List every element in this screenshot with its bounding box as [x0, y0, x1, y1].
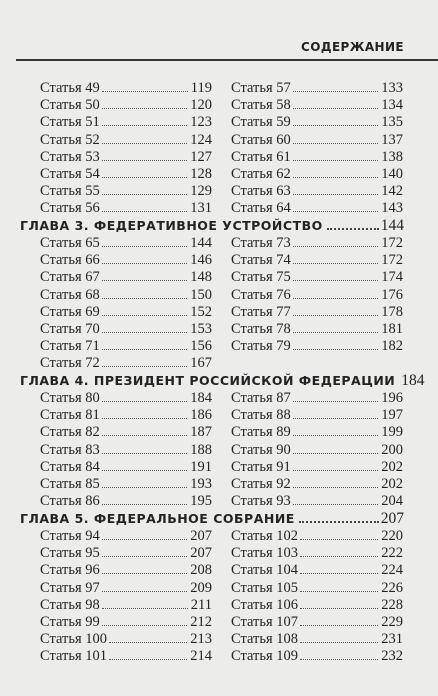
dot-leader: [102, 298, 187, 299]
toc-entry[interactable]: [40, 97, 212, 114]
entry-page-number: 211: [190, 596, 212, 613]
dot-leader: [293, 125, 378, 126]
toc-entry[interactable]: [231, 200, 403, 217]
toc-entry[interactable]: [231, 183, 403, 200]
chapter-heading[interactable]: [20, 510, 404, 528]
entry-page-number: 143: [381, 200, 403, 217]
entry-label: Статья 83: [40, 441, 100, 458]
entry-label: Статья 49: [40, 80, 100, 96]
entry-page-number: 226: [381, 579, 403, 596]
toc-entry[interactable]: [231, 545, 403, 562]
entry-page-number: 182: [381, 338, 403, 355]
entry-label: Статья 105: [231, 579, 299, 596]
entry-label: Статья 96: [40, 562, 100, 579]
entry-label: Статья 61: [231, 148, 291, 165]
entry-label: Статья 91: [231, 458, 291, 475]
dot-leader: [300, 625, 378, 626]
toc-entry[interactable]: [40, 631, 212, 648]
entry-label: Статья 81: [40, 407, 100, 424]
entry-label: Статья 89: [231, 424, 291, 441]
entry-page-number: 202: [381, 475, 403, 492]
entry-label: Статья 72: [40, 355, 100, 372]
toc-entry[interactable]: [40, 390, 212, 407]
dot-leader: [102, 177, 187, 178]
dot-leader: [102, 470, 187, 471]
entry-label: Статья 53: [40, 148, 100, 165]
toc-entry[interactable]: [231, 338, 403, 355]
toc-entry[interactable]: [231, 442, 403, 459]
entry-label: Статья 82: [40, 424, 100, 441]
toc-column-left: [40, 390, 212, 510]
entry-page-number: 196: [381, 390, 403, 406]
entry-label: Статья 65: [40, 235, 100, 251]
toc-entry[interactable]: [40, 304, 212, 321]
entry-page-number: 167: [190, 355, 212, 372]
toc-entry[interactable]: [231, 493, 403, 510]
entry-page-number: 228: [381, 596, 403, 613]
dot-leader: [293, 332, 378, 333]
toc-entry[interactable]: [231, 235, 403, 252]
dot-leader: [300, 608, 378, 609]
entry-label: Статья 78: [231, 320, 291, 337]
dot-leader: [300, 591, 378, 592]
entry-label: Статья 100: [40, 631, 108, 648]
chapter-page-number: 144: [380, 217, 404, 234]
dot-leader: [300, 539, 378, 540]
entry-page-number: 150: [190, 286, 212, 303]
dot-leader: [102, 591, 187, 592]
dot-leader: [102, 315, 187, 316]
dot-leader: [102, 608, 188, 609]
entry-label: Статья 99: [40, 613, 100, 630]
entry-page-number: 197: [381, 407, 403, 424]
entry-page-number: 220: [381, 528, 403, 544]
dot-leader: [102, 539, 187, 540]
entry-page-number: 208: [190, 562, 212, 579]
dot-leader: [102, 487, 187, 488]
entry-label: Статья 103: [231, 545, 299, 562]
dot-leader: [102, 160, 187, 161]
entry-page-number: 186: [190, 407, 212, 424]
entry-page-number: 128: [190, 165, 212, 182]
entry-label: Статья 101: [40, 648, 108, 665]
chapter-title: ГЛАВА 3. ФЕДЕРАТИВНОЕ УСТРОЙСТВО: [20, 218, 323, 233]
entry-label: Статья 76: [231, 286, 291, 303]
entry-page-number: 184: [190, 390, 212, 406]
toc-entry[interactable]: [231, 269, 403, 286]
entry-page-number: 202: [381, 458, 403, 475]
dot-leader: [293, 315, 378, 316]
toc-entry[interactable]: [40, 252, 212, 269]
toc-entry[interactable]: [40, 287, 212, 304]
entry-label: Статья 60: [231, 131, 291, 148]
entry-page-number: 172: [381, 235, 403, 251]
entry-label: Статья 66: [40, 252, 100, 269]
toc-entry[interactable]: [231, 562, 403, 579]
chapter-page-number: 207: [380, 510, 404, 527]
entry-label: Статья 69: [40, 303, 100, 320]
toc-entry[interactable]: [231, 597, 403, 614]
entry-page-number: 119: [190, 80, 212, 96]
entry-label: Статья 71: [40, 338, 100, 355]
dot-leader: [102, 332, 187, 333]
dot-leader: [300, 659, 378, 660]
entry-page-number: 188: [190, 441, 212, 458]
toc-entry[interactable]: [40, 149, 212, 166]
chapter-page-number: 184: [401, 372, 425, 389]
toc-entry[interactable]: [40, 235, 212, 252]
entry-label: Статья 90: [231, 441, 291, 458]
chapter-title: ГЛАВА 4. ПРЕЗИДЕНТ РОССИЙСКОЙ ФЕДЕРАЦИИ: [20, 373, 396, 388]
dot-leader: [293, 280, 378, 281]
toc-entry[interactable]: [40, 80, 212, 97]
entry-page-number: 127: [190, 148, 212, 165]
entry-label: Статья 93: [231, 493, 291, 510]
entry-label: Статья 52: [40, 131, 100, 148]
entry-label: Статья 67: [40, 269, 100, 286]
toc-entry[interactable]: [40, 338, 212, 355]
dot-leader: [102, 625, 187, 626]
entry-page-number: 129: [190, 183, 212, 200]
entry-page-number: 146: [190, 252, 212, 269]
toc-entry[interactable]: [40, 132, 212, 149]
entry-page-number: 137: [381, 131, 403, 148]
entry-page-number: 153: [190, 320, 212, 337]
entry-label: Статья 85: [40, 475, 100, 492]
entry-page-number: 209: [190, 579, 212, 596]
toc-entry[interactable]: [231, 321, 403, 338]
entry-label: Статья 98: [40, 596, 100, 613]
entry-page-number: 142: [381, 183, 403, 200]
entry-label: Статья 74: [231, 252, 291, 269]
toc-entry[interactable]: [231, 97, 403, 114]
entry-page-number: 133: [381, 80, 403, 96]
toc-entry[interactable]: [40, 580, 212, 597]
dot-leader: [102, 435, 187, 436]
toc-entry[interactable]: [40, 355, 212, 372]
toc-entry[interactable]: [231, 132, 403, 149]
toc-entry[interactable]: [40, 114, 212, 131]
entry-label: Статья 80: [40, 390, 100, 406]
entry-label: Статья 87: [231, 390, 291, 406]
entry-label: Статья 57: [231, 80, 291, 96]
toc-column-right: [231, 390, 403, 510]
entry-page-number: 222: [381, 545, 403, 562]
toc-entry[interactable]: [231, 166, 403, 183]
dot-leader: [300, 642, 378, 643]
chapter-title: ГЛАВА 5. ФЕДЕРАЛЬНОЕ СОБРАНИЕ: [20, 511, 295, 526]
dot-leader: [293, 108, 378, 109]
toc-entry[interactable]: [231, 580, 403, 597]
dot-leader: [109, 642, 187, 643]
entry-page-number: 195: [190, 493, 212, 510]
entry-page-number: 214: [190, 648, 212, 665]
entry-page-number: 191: [190, 458, 212, 475]
dot-leader: [300, 556, 378, 557]
entry-label: Статья 59: [231, 114, 291, 131]
entry-label: Статья 84: [40, 458, 100, 475]
entry-page-number: 174: [381, 269, 403, 286]
toc-entry[interactable]: [40, 493, 212, 510]
entry-page-number: 138: [381, 148, 403, 165]
toc-entry[interactable]: [40, 269, 212, 286]
entry-page-number: 156: [190, 338, 212, 355]
toc-entry[interactable]: [40, 166, 212, 183]
entry-page-number: 232: [381, 648, 403, 665]
entry-label: Статья 54: [40, 165, 100, 182]
toc-entry[interactable]: [40, 476, 212, 493]
dot-leader: [293, 177, 378, 178]
entry-page-number: 131: [190, 200, 212, 217]
entry-page-number: 178: [381, 303, 403, 320]
entry-label: Статья 97: [40, 579, 100, 596]
dot-leader: [293, 91, 378, 92]
entry-label: Статья 68: [40, 286, 100, 303]
toc-entry[interactable]: [40, 562, 212, 579]
toc-entry[interactable]: [231, 252, 403, 269]
entry-label: Статья 94: [40, 528, 100, 544]
entry-page-number: 187: [190, 424, 212, 441]
toc-entry[interactable]: [40, 442, 212, 459]
entry-label: Статья 56: [40, 200, 100, 217]
chapter-heading[interactable]: [20, 372, 425, 390]
toc-entry[interactable]: [40, 321, 212, 338]
dot-leader: [293, 194, 378, 195]
toc-entry[interactable]: [40, 424, 212, 441]
entry-label: Статья 106: [231, 596, 299, 613]
toc-column-left: [40, 80, 212, 218]
header-rule: [16, 59, 438, 61]
entry-page-number: 231: [381, 631, 403, 648]
toc-entry[interactable]: [231, 459, 403, 476]
dot-leader: [109, 659, 187, 660]
entry-page-number: 199: [381, 424, 403, 441]
entry-label: Статья 58: [231, 97, 291, 114]
toc-column-right: [231, 528, 403, 666]
dot-leader: [102, 556, 187, 557]
toc-entry[interactable]: [40, 183, 212, 200]
entry-label: Статья 102: [231, 528, 299, 544]
toc-entry[interactable]: [231, 80, 403, 97]
dot-leader: [102, 91, 188, 92]
entry-page-number: 123: [190, 114, 212, 131]
toc-entry[interactable]: [231, 287, 403, 304]
dot-leader: [293, 298, 378, 299]
dot-leader: [327, 228, 379, 230]
entry-page-number: 120: [190, 97, 212, 114]
toc-entry[interactable]: [231, 614, 403, 631]
toc-column-right: [231, 80, 403, 218]
toc-entry[interactable]: [231, 407, 403, 424]
entry-label: Статья 51: [40, 114, 100, 131]
entry-page-number: 140: [381, 165, 403, 182]
running-head: СОДЕРЖАНИЕ: [301, 40, 404, 54]
toc-entry[interactable]: [40, 407, 212, 424]
entry-label: Статья 109: [231, 648, 299, 665]
dot-leader: [293, 470, 378, 471]
toc-entry[interactable]: [231, 528, 403, 545]
dot-leader: [293, 453, 378, 454]
dot-leader: [102, 125, 187, 126]
entry-page-number: 200: [381, 441, 403, 458]
dot-leader: [102, 504, 187, 505]
entry-label: Статья 88: [231, 407, 291, 424]
entry-label: Статья 50: [40, 97, 100, 114]
chapter-heading[interactable]: [20, 217, 404, 235]
toc-entry[interactable]: [231, 149, 403, 166]
entry-label: Статья 70: [40, 320, 100, 337]
dot-leader: [102, 453, 187, 454]
dot-leader: [293, 246, 378, 247]
dot-leader: [293, 418, 378, 419]
entry-label: Статья 104: [231, 562, 299, 579]
entry-label: Статья 95: [40, 545, 100, 562]
dot-leader: [293, 143, 378, 144]
entry-page-number: 144: [190, 235, 212, 251]
toc-entry[interactable]: [40, 459, 212, 476]
dot-leader: [293, 504, 378, 505]
toc-entry[interactable]: [40, 200, 212, 217]
toc-column-right: [231, 235, 403, 355]
toc-entry[interactable]: [40, 545, 212, 562]
entry-page-number: 212: [190, 613, 212, 630]
dot-leader: [102, 573, 187, 574]
toc-entry[interactable]: [231, 424, 403, 441]
toc-entry[interactable]: [231, 648, 403, 665]
dot-leader: [293, 160, 378, 161]
entry-page-number: 213: [190, 631, 212, 648]
entry-page-number: 207: [190, 528, 212, 544]
toc-entry[interactable]: [231, 390, 403, 407]
dot-leader: [293, 487, 378, 488]
toc-entry[interactable]: [231, 304, 403, 321]
dot-leader: [102, 349, 187, 350]
dot-leader: [293, 435, 378, 436]
entry-label: Статья 64: [231, 200, 291, 217]
dot-leader: [300, 573, 378, 574]
dot-leader: [102, 263, 187, 264]
dot-leader: [102, 246, 187, 247]
dot-leader: [102, 108, 187, 109]
entry-label: Статья 63: [231, 183, 291, 200]
entry-label: Статья 55: [40, 183, 100, 200]
entry-label: Статья 107: [231, 613, 299, 630]
entry-page-number: 134: [381, 97, 403, 114]
toc-entry[interactable]: [40, 597, 212, 614]
toc-entry[interactable]: [40, 614, 212, 631]
entry-page-number: 152: [190, 303, 212, 320]
toc-column-left: [40, 528, 212, 666]
entry-page-number: 229: [381, 613, 403, 630]
entry-label: Статья 62: [231, 165, 291, 182]
dot-leader: [293, 401, 378, 402]
dot-leader: [102, 143, 187, 144]
dot-leader: [102, 211, 187, 212]
entry-page-number: 193: [190, 475, 212, 492]
entry-label: Статья 108: [231, 631, 299, 648]
dot-leader: [293, 349, 378, 350]
entry-page-number: 124: [190, 131, 212, 148]
entry-page-number: 172: [381, 252, 403, 269]
entry-label: Статья 86: [40, 493, 100, 510]
dot-leader: [102, 194, 187, 195]
entry-label: Статья 73: [231, 235, 291, 251]
entry-page-number: 135: [381, 114, 403, 131]
dot-leader: [102, 418, 187, 419]
toc-entry[interactable]: [40, 528, 212, 545]
entry-label: Статья 92: [231, 475, 291, 492]
entry-page-number: 224: [381, 562, 403, 579]
dot-leader: [293, 263, 378, 264]
toc-entry[interactable]: [231, 476, 403, 493]
entry-page-number: 204: [381, 493, 403, 510]
entry-label: Статья 79: [231, 338, 291, 355]
toc-column-left: [40, 235, 212, 373]
entry-page-number: 176: [381, 286, 403, 303]
dot-leader: [299, 521, 379, 523]
toc-entry[interactable]: [231, 114, 403, 131]
entry-page-number: 207: [190, 545, 212, 562]
entry-page-number: 148: [190, 269, 212, 286]
dot-leader: [102, 366, 187, 367]
entry-label: Статья 75: [231, 269, 291, 286]
dot-leader: [102, 401, 187, 402]
dot-leader: [102, 280, 187, 281]
dot-leader: [293, 211, 378, 212]
entry-label: Статья 77: [231, 303, 291, 320]
entry-page-number: 181: [381, 320, 403, 337]
toc-entry[interactable]: [40, 648, 212, 665]
toc-entry[interactable]: [231, 631, 403, 648]
